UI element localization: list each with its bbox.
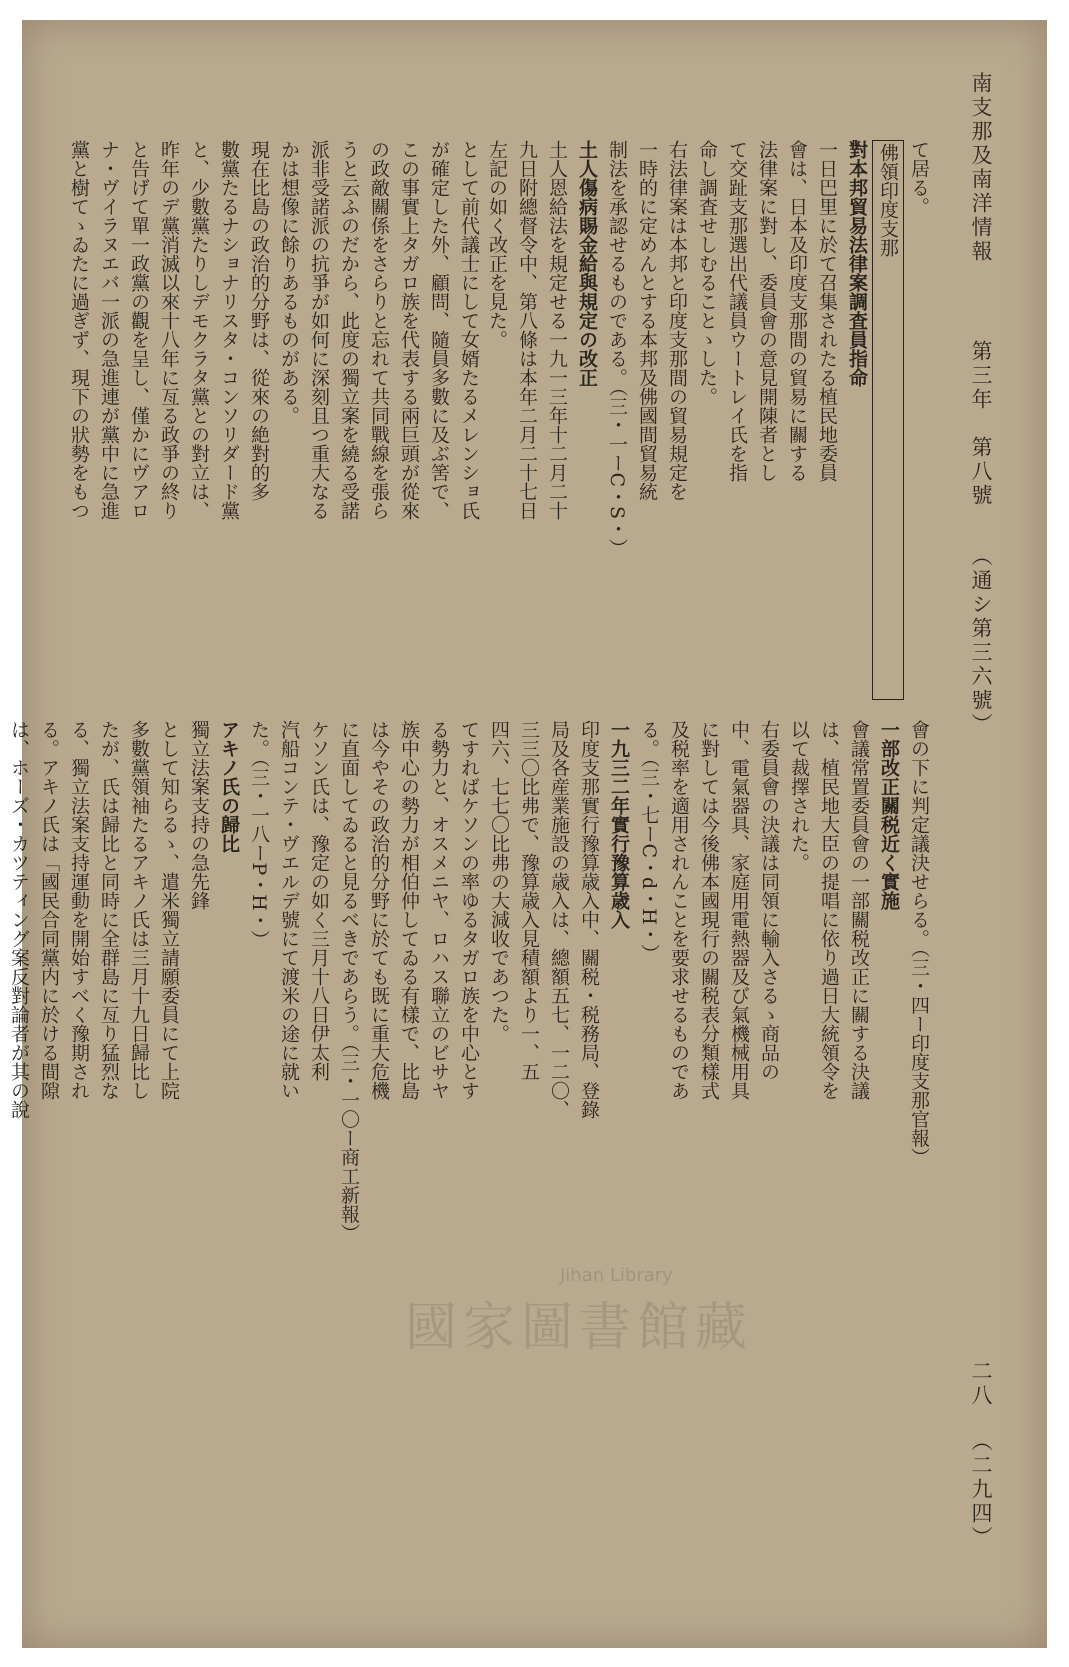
- text-column: は今やその政治的分野に於ても既に重大危機: [368, 720, 390, 1100]
- text-column: 及税率を適用されんことを要求せるものであ: [668, 720, 690, 1100]
- library-watermark: 國家圖書館藏: [405, 1298, 754, 1358]
- article-heading: 一九三二年實行豫算歳入: [608, 720, 630, 929]
- text-column: が確定した外、顧問、隨員多數に及ぶ筈で、: [428, 140, 450, 520]
- page-number-total: （二九四）: [969, 1430, 993, 1550]
- text-column: 右法律案は本邦と印度支那間の貿易規定を: [666, 140, 688, 501]
- section-heading-boxed: 佛領印度支那: [872, 140, 904, 700]
- text-column: 土人恩給法を規定せる一九一三年十二月二十: [546, 140, 568, 520]
- text-column: 印度支那實行豫算歳入中、關税・税務局、登錄: [578, 720, 600, 1119]
- text-column: ナ・ヴイラヌエバ一派の急進連が黨中に急進: [98, 140, 120, 520]
- text-column: て居る。: [908, 140, 930, 216]
- journal-title: 南支那及南洋情報: [969, 72, 993, 264]
- text-column: 會の下に判定議決せらる。（三・四ー印度支那官報）: [908, 720, 930, 1167]
- text-column: 四六、七七〇比弗の大減收であつた。: [488, 720, 510, 1043]
- text-column: 汽船コンテ・ヴエルデ號にて渡米の途に就い: [278, 720, 300, 1100]
- text-column: ケソン氏は、豫定の如く三月十八日伊太利: [308, 720, 330, 1081]
- text-column: 多數黨領袖たるアキノ氏は三月十九日歸比し: [128, 720, 150, 1100]
- text-block-upper-left: [64, 140, 484, 700]
- text-column: 一日巴里に於て召集されたる植民地委員: [816, 140, 838, 482]
- text-column: と、少數黨たりしデモクラタ黨との對立は、: [188, 140, 210, 520]
- text-column: てすればケソンの率ゆるタガロ族を中心とす: [458, 720, 480, 1100]
- text-column: に對しては今後佛本國現行の關税表分類樣式: [698, 720, 720, 1100]
- text-column: る。（三・七ーC・d・H・）: [638, 720, 660, 963]
- text-column: は、植民地大臣の提唱に依り過日大統領令を: [818, 720, 840, 1100]
- article-heading: 對本邦貿易法律案調査員指命: [846, 140, 868, 387]
- text-column: うと云ふのだから、此度の獨立案を繞る受諾: [338, 140, 360, 520]
- text-column: 左記の如く改正を見た。: [486, 140, 508, 349]
- text-column: 九日附總督令中、第八條は本年二月二十七日: [516, 140, 538, 520]
- text-column: として知らるゝ、遣米獨立請願委員にて上院: [158, 720, 180, 1100]
- text-block-lower-right: [484, 720, 934, 1380]
- text-column: 數黨たるナショナリスタ・コンソリダード黨: [218, 140, 240, 520]
- text-column: て交趾支那選出代議員ウートレイ氏を指: [726, 140, 748, 482]
- text-block-upper-right: [484, 140, 934, 700]
- text-column: として前代議士にして女婿たるメレンショ氏: [458, 140, 480, 520]
- text-column: 派非受諾派の抗爭が如何に深刻且つ重大なる: [308, 140, 330, 520]
- text-column: 黨と樹てゝゐたに過ぎず、現下の狀勢をもつ: [68, 140, 90, 520]
- text-column: 昨年のデ黨消滅以來十八年に亙る政爭の終り: [158, 140, 180, 520]
- text-column: と告げて單一政黨の觀を呈し、僅かにヴアロ: [128, 140, 150, 520]
- text-column: る勢力と、オスメニヤ、ロハス聯立のビサヤ: [428, 720, 450, 1100]
- text-column: 現在比島の政治的分野は、從來の絶對的多: [248, 140, 270, 501]
- text-column: 一時的に定めんとする本邦及佛國間貿易統: [636, 140, 658, 501]
- text-column: の政敵關係をさらりと忘れて共同戰線を張ら: [368, 140, 390, 520]
- text-column: 制法を承認せるものである。（三・一ーC・S・）: [606, 140, 628, 558]
- text-column: [0, 720, 4, 1380]
- text-column: 以て裁擇された。: [788, 720, 810, 872]
- text-column: 會は、日本及印度支那間の貿易に關する: [786, 140, 808, 482]
- text-column: 命し調査せしむることゝした。: [696, 140, 718, 406]
- text-column: かは想像に餘りあるものがある。: [278, 140, 300, 425]
- total-issue-number: （通シ第三六號）: [969, 545, 993, 737]
- text-column: に直面してゐると見るべきであらう。（三・一〇ー商工新報）: [338, 720, 360, 1243]
- text-column: この事實上タガロ族を代表する兩巨頭が從來: [398, 140, 420, 520]
- text-column: 會議常置委員會の一部關税改正に關する決議: [848, 720, 870, 1100]
- text-column: 法律案に對し、委員會の意見開陳者とし: [756, 140, 778, 482]
- text-column: 三三〇比弗で、豫算歳入見積額より一、五: [518, 720, 540, 1081]
- text-column: た。（三・一八ーP・H・）: [248, 720, 270, 949]
- text-column: 族中心の勢力が相伯仲してゐる有樣で、比島: [398, 720, 420, 1100]
- library-watermark-en: Jihan Library: [560, 1265, 673, 1286]
- text-column: は、ホーズ・カツティング案反對論者が其の說: [8, 720, 30, 1119]
- page-number: 二八: [969, 1360, 993, 1408]
- text-block-lower-left: [8, 720, 484, 1380]
- text-column: 局及各産業施設の歳入は、總額五七、一二〇、: [548, 720, 570, 1119]
- article-heading: 土人傷病賜金給與規定の改正: [576, 140, 598, 387]
- text-column: 獨立法案支持の急先鋒: [188, 720, 210, 910]
- text-column: 中、電氣器具、家庭用電熱器及び氣機械用具: [728, 720, 750, 1100]
- text-column: たが、氏は歸比と同時に全群島に亙り猛烈な: [98, 720, 120, 1100]
- article-heading: 一部改正關税近く實施: [878, 720, 900, 910]
- volume-number: 第三年 第八號: [969, 340, 993, 508]
- text-column: 右委員會の決議は同領に輸入さるゝ商品の: [758, 720, 780, 1081]
- text-column: る。アキノ氏は「國民合同黨内に於ける間隙: [38, 720, 60, 1100]
- article-heading: アキノ氏の歸比: [218, 720, 240, 853]
- text-column: る、獨立法案支持運動を開始すべく豫期され: [68, 720, 90, 1100]
